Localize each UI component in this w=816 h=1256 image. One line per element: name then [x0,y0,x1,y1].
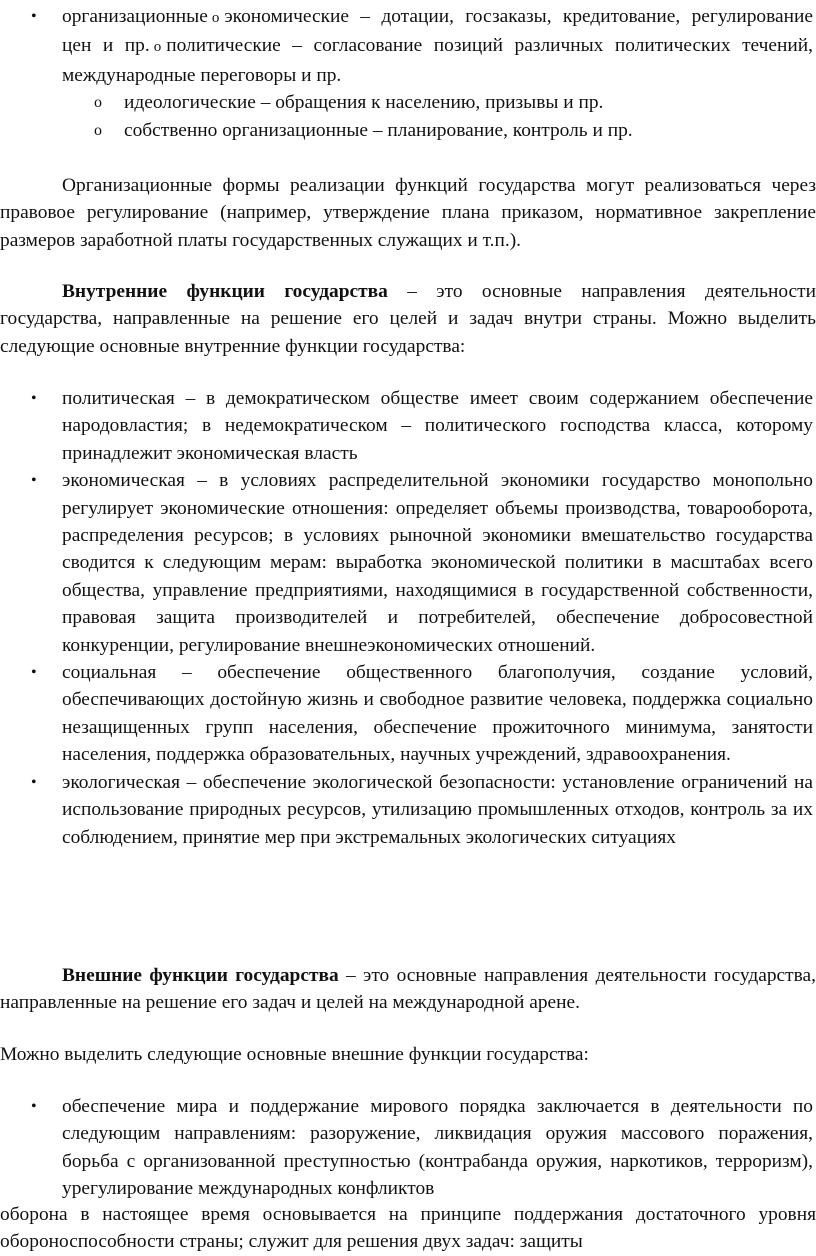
sub-bullet-marker: o [94,94,102,112]
term-external-functions: Внешние функции государства [62,965,339,986]
sub-list-item [0,89,816,116]
bullet-marker: • [31,472,37,490]
organizational-forms-list [0,3,816,144]
external-functions-list [0,1093,816,1203]
paragraph-organizational-forms: Организационные формы реализации функций государства могут реализоваться через правовое регулирование (например, утверждение плана приказом, нормативное закрепление размеров заработной платы государственных служащих и т.п.). [0,175,816,251]
internal-functions-list [0,385,816,851]
paragraph-internal-functions [0,278,816,360]
paragraph-defense: оборона в настоящее время основывается на принципе поддержания достаточного уровня обороноспособности страны; служит для решения двух задач: защиты [0,1204,816,1253]
sub-list-item [0,117,816,144]
list-item [0,1093,816,1203]
bullet-marker: • [31,390,37,407]
bullet-marker: • [31,8,37,25]
sub-list-item-text: собственно организационные – планирование, контроль и пр. [124,119,633,141]
list-item-economic: экономические – дотации, госзаказы, кредитование, регулирование цен и пр. [62,6,813,57]
sub-list-item-text: идеологические – обращения к населению, призывы и пр. [124,92,604,114]
bullet-marker: • [31,664,37,682]
bullet-marker: • [31,773,37,791]
paragraph-external-functions [0,962,816,1017]
list-item-text: социальная – обеспечение общественного благополучия, создание условий, обеспечивающих достойную жизнь и свободное развитие человека, поддержка социально незащищенных групп населения, обеспечение прожиточного минимума, занятости населения, поддержка образовательных, научных учреждений, здравоохранения. [62,662,813,766]
sub-bullet-marker: o [153,39,162,56]
list-item-lead: организационные [62,6,208,27]
list-item-text: экологическая – обеспечение экологической безопасности: установление ограничений на использование природных ресурсов, утилизацию промышленных отходов, контроль за их соблюдением, принятие мер при экстремальных экологических ситуациях [62,771,813,848]
list-item [0,385,816,467]
list-item-text: политическая – в демократическом обществе имеет своим содержанием обеспечение народовластия; в недемократическом – политического господства класса, которому принадлежит экономическая власть [62,388,813,464]
list-item [0,769,816,851]
list-item-political: политические – согласование позиций различных политических течений, международные переговоры и пр. [62,35,814,86]
internal-functions-definition: – это основные направления деятельности государства, направленные на решение его целей и задач внутри страны. Можно выделить следующие основные внутренние функции государства: [0,281,816,357]
term-internal-functions: Внутренние функции государства [62,281,388,302]
bullet-marker: • [31,1098,37,1115]
list-item [0,467,816,659]
sub-bullet-marker: o [94,121,102,139]
list-item-text: экономическая – в условиях распределительной экономики государство монопольно регулирует экономические отношения: определяет объемы производства, товарооборота, распределения ресурсов; в условиях рыночной экономики вмешательство государства сводится к следующим мерам: выработка экономической политики в масштабах всего общества, управление предприятиями, находящимися в государственной собственности, правовая защита производителей и потребителей, обеспечение добросовестной конкуренции, регулирование внешнеэкономических отношений. [62,470,813,656]
paragraph-external-intro: Можно выделить следующие основные внешние функции государства: [0,1044,589,1065]
list-item [0,659,816,769]
sub-bullet-marker: o [211,10,220,26]
list-item [0,3,816,89]
list-item-text: обеспечение мира и поддержание мирового порядка заключается в деятельности по следующим направлениям: разоружение, ликвидация оружия массового поражения, борьба с организованной преступностью (контрабанда оружия, наркотиков, терроризм), урегулирование международных конфликтов [62,1096,813,1200]
external-functions-definition: – это основные направления деятельности государства, направленные на решение его задач и целей на международной арене. [0,965,816,1014]
